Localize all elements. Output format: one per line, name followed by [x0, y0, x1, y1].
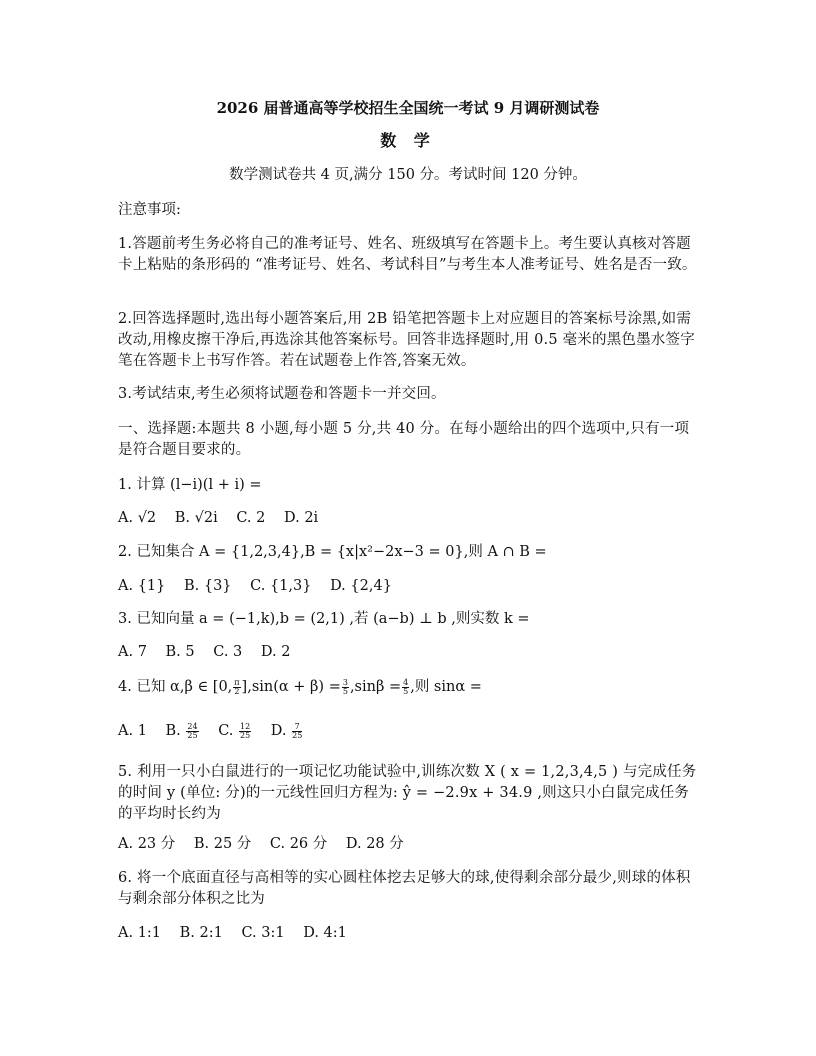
option-d — [271, 723, 304, 739]
option-b: B. {3} — [183, 578, 232, 594]
question-2-stem: 2. 已知集合 A = {1,2,3,4},B = {x|x²−2x−3 = 0},则 A ∩ B = — [118, 544, 547, 560]
question-6-options — [118, 923, 361, 943]
exam-title: 2026 届普通高等学校招生全国统一考试 9 月调研测试卷 — [216, 99, 600, 117]
option-d: D. 2i — [284, 510, 319, 526]
fraction-pi-over-2 — [233, 679, 240, 696]
option-c: C. 26 分 — [269, 836, 328, 852]
question-4-stem — [118, 677, 482, 697]
question-4-options — [118, 721, 317, 741]
q4-stem-part-d: ,则 sinα = — [410, 679, 482, 695]
fraction-numerator: 7 — [292, 723, 302, 732]
option-b: B. 5 — [165, 644, 195, 660]
question-2-options — [118, 576, 406, 596]
option-a: A. 1 — [118, 723, 147, 739]
q4-stem-part-c: ,sinβ = — [349, 679, 402, 695]
fraction-numerator: 24 — [187, 721, 198, 731]
fraction-denominator: 2 — [234, 686, 240, 696]
fraction-denominator: 5 — [342, 686, 348, 696]
fraction-denominator: 25 — [187, 730, 198, 740]
option-a: A. {1} — [118, 578, 166, 594]
question-5-stem: 5. 利用一只小白鼠进行的一项记忆功能试验中,训练次数 X ( x = 1,2,3,4,5 ) 与完成任务的时间 y (单位: 分)的一元线性回归方程为: ŷ = −2.9x + 34.9 ,则这只小白鼠完成任务的平均时长约为 — [118, 764, 697, 822]
fraction-4-5 — [402, 679, 409, 696]
question-5-options — [118, 834, 418, 854]
question-1-stem: 1. 计算 (l−i)(l + i) = — [118, 477, 262, 493]
question-1-options — [118, 508, 332, 528]
q4-stem-part-a: 4. 已知 α,β ∈ [0, — [118, 679, 233, 695]
option-label: B. — [165, 723, 181, 739]
fraction-numerator: 12 — [240, 721, 251, 731]
fraction-24-25 — [186, 723, 198, 740]
option-a: A. 7 — [118, 644, 147, 660]
q4-stem-part-b: ],sin(α + β) = — [241, 679, 341, 695]
option-b: B. 25 分 — [193, 836, 252, 852]
subject-title: 数 学 — [380, 131, 436, 150]
fraction-denominator: 25 — [292, 730, 303, 740]
exam-info: 数学测试卷共 4 页,满分 150 分。考试时间 120 分钟。 — [229, 167, 587, 183]
option-c — [218, 723, 252, 739]
fraction-denominator: 5 — [403, 686, 409, 696]
option-d: D. {2,4} — [330, 578, 392, 594]
question-3-stem: 3. 已知向量 a = (−1,k),b = (2,1) ,若 (a−b) ⊥ b ,则实数 k = — [118, 611, 530, 627]
option-b: B. √2i — [174, 510, 218, 526]
notice-item-1: 1.答题前考生务必将自己的准考证号、姓名、班级填写在答题卡上。考生要认真核对答题卡上粘贴的条形码的 “准考证号、姓名、考试科目”与考生本人准考证号、姓名是否一致。 — [118, 236, 697, 273]
option-b: B. 2:1 — [179, 925, 223, 941]
option-a: A. √2 — [118, 510, 157, 526]
option-b — [166, 723, 200, 739]
notice-item-2: 2.回答选择题时,选出每小题答案后,用 2B 铅笔把答题卡上对应题目的答案标号涂黑,如需改动,用橡皮擦干净后,再选涂其他答案标号。回答非选择题时,用 0.5 毫米的黑色墨水签字笔在答题卡上书写作答。若在试题卷上作答,答案无效。 — [118, 311, 695, 369]
option-c: C. 3 — [213, 644, 243, 660]
question-6-stem: 6. 将一个底面直径与高相等的实心圆柱体挖去足够大的球,使得剩余部分最少,则球的体积与剩余部分体积之比为 — [118, 870, 691, 907]
option-c: C. {1,3} — [250, 578, 312, 594]
fraction-numerator: 3 — [342, 677, 348, 687]
option-a: A. 1:1 — [118, 925, 162, 941]
fraction-numerator: π — [234, 677, 240, 687]
option-c: C. 2 — [236, 510, 266, 526]
question-3-options — [118, 642, 304, 662]
fraction-denominator: 25 — [240, 730, 251, 740]
option-label: C. — [218, 723, 234, 739]
fraction-numerator: 4 — [403, 677, 409, 687]
fraction-12-25 — [239, 723, 251, 740]
fraction-7-25 — [292, 723, 302, 740]
notice-item-3: 3.考试结束,考生必须将试题卷和答题卡一并交回。 — [118, 386, 446, 402]
option-d: D. 4:1 — [303, 925, 347, 941]
option-label: D. — [270, 723, 287, 739]
section-intro: 一、选择题:本题共 8 小题,每小题 5 分,共 40 分。在每小题给出的四个选项中,只有一项是符合题目要求的。 — [118, 421, 690, 458]
notice-heading: 注意事项: — [118, 202, 181, 218]
option-c: C. 3:1 — [241, 925, 285, 941]
option-d: D. 2 — [260, 644, 291, 660]
option-a: A. 23 分 — [118, 836, 176, 852]
option-d: D. 28 分 — [345, 836, 404, 852]
fraction-3-5 — [342, 679, 349, 696]
